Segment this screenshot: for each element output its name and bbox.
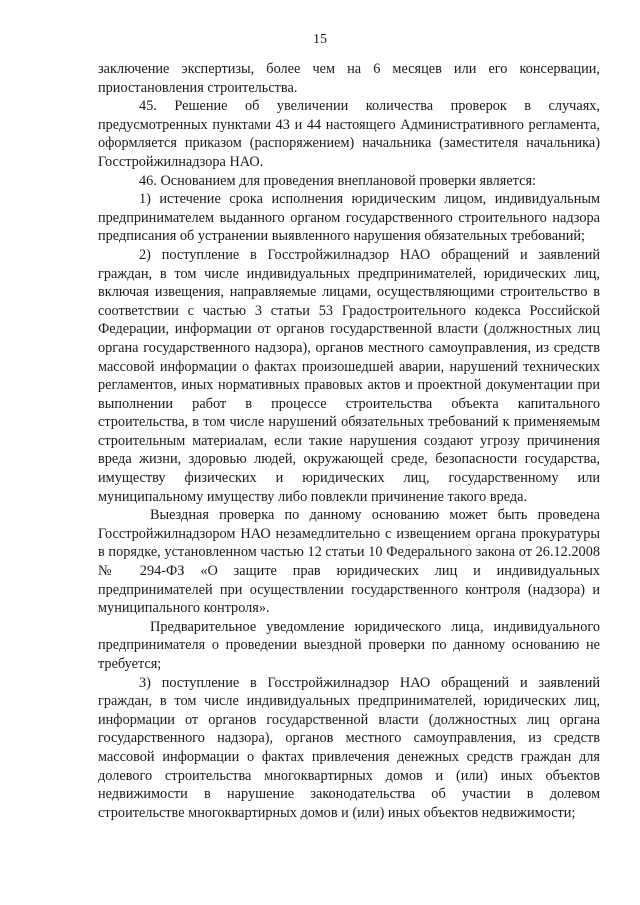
paragraph-subitem-3: 3) поступление в Госстройжилнадзор НАО обращений и заявлений граждан, в том числе индивидуальных предпринимателей, юридических лиц, информации от органов государственной власти (должностных лиц органа государственного надзора), органов местного самоуправления, из средств массовой информации о фактах привлечения денежных средств граждан для долевого строительства многоквартирных домов и (или) иных объектов недвижимости в нарушение законодательства об участии в долевом строительстве многоквартирных домов и (или) иных объектов недвижимости;: [98, 674, 600, 821]
paragraph-item-46: 46. Основанием для проведения внеплановой проверки является:: [139, 172, 536, 189]
page-number: 15: [313, 32, 327, 47]
paragraph-continuation: заключение экспертизы, более чем на 6 месяцев или его консервации, приостановления строительства.: [98, 61, 600, 96]
document-body: [98, 60, 600, 822]
paragraph-field-inspection: Выездная проверка по данному основанию может быть проведена Госстройжилнадзором НАО незамедлительно с извещением органа прокуратуры в порядке, установленном частью 12 статьи 10 Федерального закона от 26.12.2008 № 294-ФЗ «О защите прав юридических лиц и индивидуальных предпринимателей при осуществлении государственного контроля (надзора) и муниципального контроля».: [98, 507, 600, 617]
paragraph-item-45: 45. Решение об увеличении количества проверок в случаях, предусмотренных пунктами 43 и 44 настоящего Административного регламента, оформляется приказом (распоряжением) начальника (заместителя начальника) Госстройжилнадзора НАО.: [98, 98, 600, 170]
paragraph-subitem-1: 1) истечение срока исполнения юридическим лицом, индивидуальным предпринимателем выданного органом государственного строительного надзора предписания об устранении выявленного нарушения обязательных требований;: [98, 191, 600, 245]
paragraph-subitem-2: 2) поступление в Госстройжилнадзор НАО обращений и заявлений граждан, в том числе индивидуальных предпринимателей, юридических лиц, включая извещения, направляемые лицами, осуществляющими строительство в соответствии с частью 3 статьи 53 Градостроительного кодекса Российской Федерации, информации от органов государственной власти (должностных лиц органа государственного надзора), органов местного самоуправления, из средств массовой информации о фактах произошедшей аварии, нарушений технических регламентов, иных нормативных правовых актов и проектной документации при выполнении работ в процессе строительства объекта капитального строительства, в том числе нарушений обязательных требований к применяемым строительным материалам, если такие нарушения создают угрозу причинения вреда жизни, здоровью людей, окружающей среде, безопасности государства, имуществу физических и юридических лиц, государственному или муниципальному имуществу либо повлекли причинение такого вреда.: [98, 246, 600, 505]
paragraph-prior-notice: Предварительное уведомление юридического лица, индивидуального предпринимателя о проведении выездной проверки по данному основанию не требуется;: [98, 618, 600, 672]
